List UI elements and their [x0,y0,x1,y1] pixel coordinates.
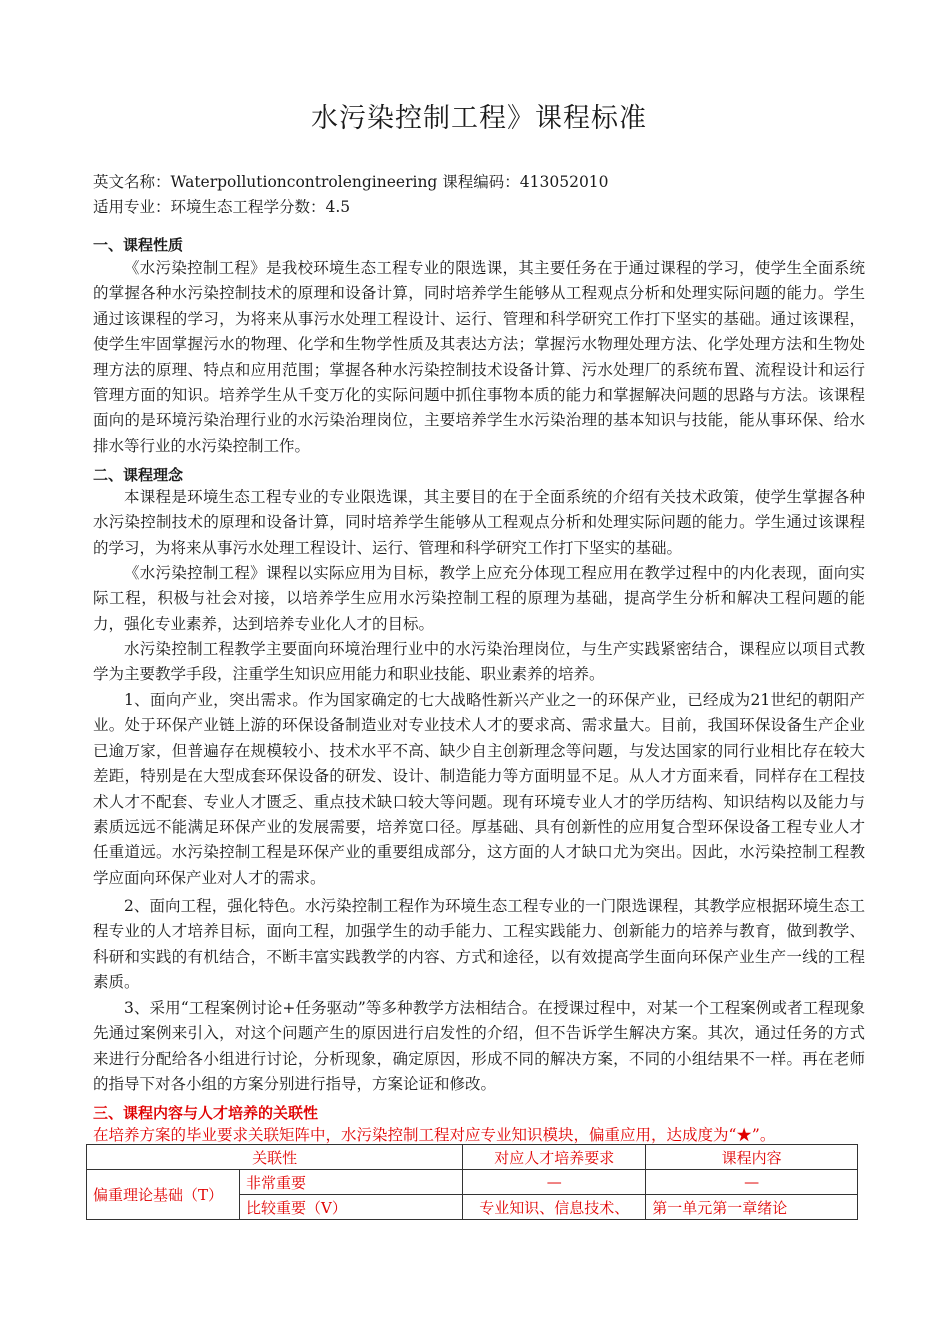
section-1-paragraph-1: 《水污染控制工程》是我校环境生态工程专业的限选课，其主要任务在于通过课程的学习，使学生全面系统的掌握各种水污染控制技术的原理和设备计算，同时培养学生能够从工程观点分析和处理实际问题的能力。学生通过该课程的学习，为将来从事污水处理工程设计、运行、管理和科学研究工作打下坚实的基础。通过该课程，使学生牢固掌握污水的物理、化学和生物学性质及其表达方法；掌握污水物理处理方法、化学处理方法和生物处理方法的原理、特点和应用范围；掌握各种水污染控制技术设备计算、污水处理厂的系统布置、流程设计和运行管理方面的知识。培养学生从千变万化的实际问题中抓住事物本质的能力和掌握解决问题的思路与方法。该课程面向的是环境污染治理行业的水污染治理岗位，主要培养学生水污染治理的基本知识与技能，能从事环保、给水排水等行业的水污染控制工作。 [93,259,865,455]
section-heading-3: 三、课程内容与人才培养的关联性 [93,1104,319,1122]
section-2-paragraph-3: 水污染控制工程教学主要面向环境治理行业中的水污染治理岗位，与生产实践紧密结合，课程应以项目式教学为主要教学手段，注重学生知识应用能力和职业技能、职业素养的培养。 [93,640,865,684]
table-cell-level: 比较重要（V） [240,1195,463,1220]
section-3-paragraph-1: 在培养方案的毕业要求关联矩阵中，水污染控制工程对应专业知识模块，偏重应用，达成度为“★”。 [93,1126,776,1144]
meta-major-credits: 适用专业：环境生态工程学分数：4.5 [93,198,351,216]
table-header-cell: 关联性 [87,1145,463,1170]
relevance-table [86,1144,858,1220]
table-header-cell: 课程内容 [646,1145,858,1170]
section-2-paragraph-1: 本课程是环境生态工程专业的专业限选课，其主要目的在于全面系统的介绍有关技术政策，使学生掌握各种水污染控制技术的原理和设备计算，同时培养学生能够从工程观点分析和处理实际问题的能力。学生通过该课程的学习，为将来从事污水处理工程设计、运行、管理和科学研究工作打下坚实的基础。 [93,488,865,557]
section-heading-2: 二、课程理念 [93,466,184,484]
document-title: 水污染控制工程》课程标准 [311,103,647,134]
table-cell-level: 非常重要 [240,1170,463,1195]
table-group-label: 偏重理论基础（T） [87,1170,240,1220]
table-cell-content: 第一单元第一章绪论 [646,1195,858,1220]
table-header-row [87,1145,858,1170]
table-cell-requirement: 专业知识、信息技术、 [463,1195,646,1220]
section-2-paragraph-4: 1、面向产业，突出需求。作为国家确定的七大战略性新兴产业之一的环保产业，已经成为21世纪的朝阳产业。处于环保产业链上游的环保设备制造业对专业技术人才的要求高、需求量大。目前，我国环保设备生产企业已逾万家，但普遍存在规模较小、技术水平不高、缺少自主创新理念等问题，与发达国家的同行业相比存在较大差距，特别是在大型成套环保设备的研发、设计、制造能力等方面明显不足。从人才方面来看，同样存在工程技术人才不配套、专业人才匮乏、重点技术缺口较大等问题。现有环境专业人才的学历结构、知识结构以及能力与素质远远不能满足环保产业的发展需要，培养宽口径。厚基础、具有创新性的应用复合型环保设备工程专业人才任重道远。水污染控制工程是环保产业的重要组成部分，这方面的人才缺口尤为突出。因此，水污染控制工程教学应面向环保产业对人才的需求。 [93,691,865,887]
meta-english-name-code: 英文名称：Waterpollutioncontrolengineering 课程编码：413052010 [93,173,609,191]
section-heading-1: 一、课程性质 [93,236,184,254]
table-row [87,1170,858,1195]
section-2-paragraph-6: 3、采用“工程案例讨论+任务驱动”等多种教学方法相结合。在授课过程中，对某一个工程案例或者工程现象先通过案例来引入，对这个问题产生的原因进行启发性的介绍，但不告诉学生解决方案。其次，通过任务的方式来进行分配给各小组进行讨论，分析现象，确定原因，形成不同的解决方案，不同的小组结果不一样。再在老师的指导下对各小组的方案分别进行指导，方案论证和修改。 [93,999,865,1094]
table-header-cell: 对应人才培养要求 [463,1145,646,1170]
section-2-paragraph-2: 《水污染控制工程》课程以实际应用为目标，教学上应充分体现工程应用在教学过程中的内化表现，面向实际工程，积极与社会对接，以培养学生应用水污染控制工程的原理为基础，提高学生分析和解决工程问题的能力，强化专业素养，达到培养专业化人才的目标。 [93,564,865,633]
table-cell-requirement: — [463,1170,646,1195]
table-cell-content: — [646,1170,858,1195]
section-2-paragraph-5: 2、面向工程，强化特色。水污染控制工程作为环境生态工程专业的一门限选课程，其教学应根据环境生态工程专业的人才培养目标，面向工程，加强学生的动手能力、工程实践能力、创新能力的培养与教育，做到教学、科研和实践的有机结合，不断丰富实践教学的内容、方式和途径，以有效提高学生面向环保产业生产一线的工程素质。 [93,897,865,992]
